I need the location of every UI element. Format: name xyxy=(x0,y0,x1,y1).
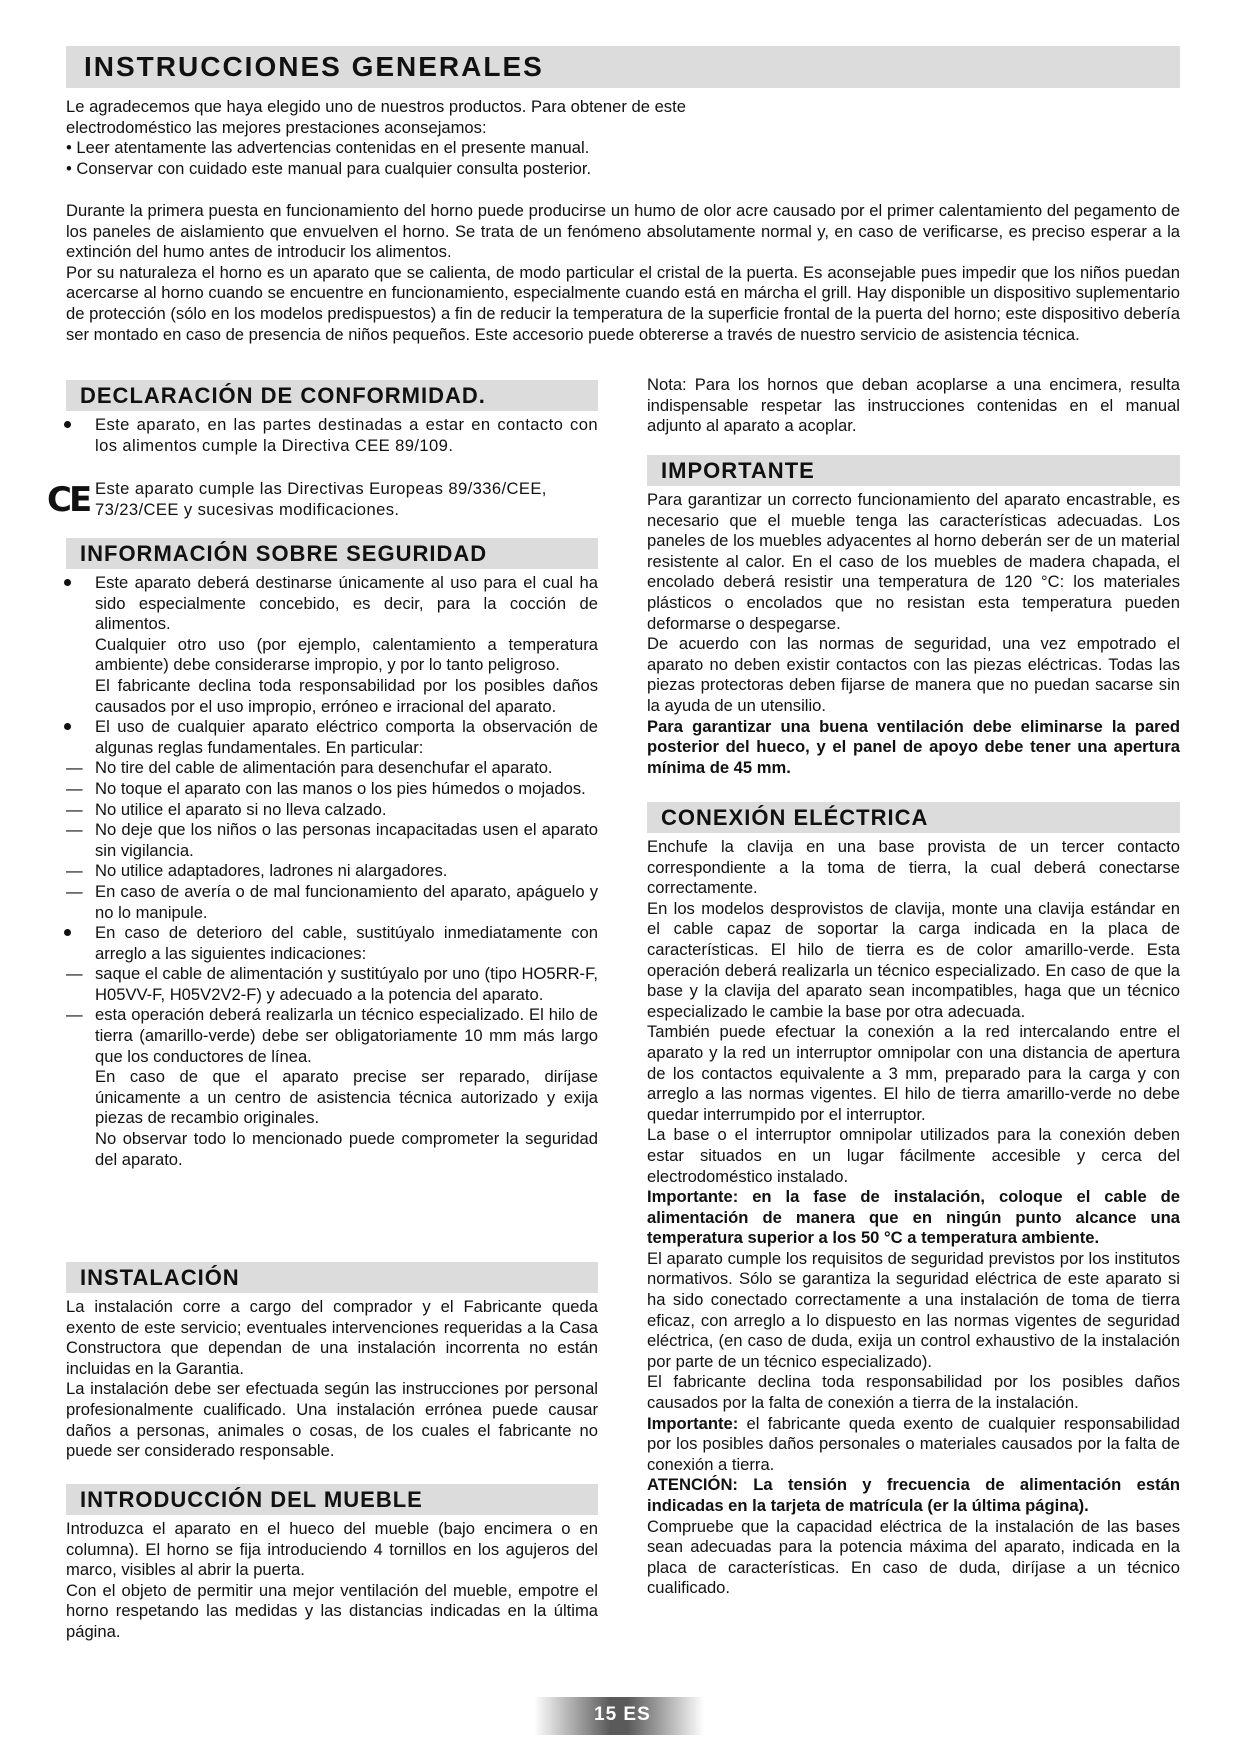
seguridad-dash-7-text: saque el cable de alimentación y sustitúyalo por uno (tipo HO5RR-F, H05VV-F, H05V2V2-F) y adecuado a la potencia del aparato. xyxy=(95,964,598,1004)
seguridad-dash-6-text: En caso de avería o de mal funcionamiento del aparato, apáguelo y no lo manipule. xyxy=(95,881,598,922)
dash-icon: — xyxy=(66,1005,83,1025)
dash-icon: — xyxy=(66,758,83,778)
importante-paragraph-2: De acuerdo con las normas de seguridad, una vez empotrado el aparato no deben existir contactos con las piezas eléctricas. Todas las piezas protectoras deben fijarse de manera que no puedan sacarse sin la ayuda de un utensilio. xyxy=(647,634,1180,715)
mueble-header xyxy=(66,1484,598,1515)
seguridad-dash-3 xyxy=(66,799,598,821)
importante-paragraph-3: Para garantizar una buena ventilación debe eliminarse la pared posterior del hueco, y el panel de apoyo debe tener una apertura mínima de 45 mm. xyxy=(647,716,1180,777)
seguridad-dash-5 xyxy=(66,861,598,882)
dash-icon: — xyxy=(66,799,83,819)
declaracion-item-1 xyxy=(95,415,598,456)
intro-bullet-1: • Leer atentamente las advertencias contenidas en el presente manual. xyxy=(66,138,590,158)
conexion-paragraph-9: ATENCIÓN: La tensión y frecuencia de alimentación están indicadas en la tarjeta de matrícula (er la última página). xyxy=(647,1475,1180,1515)
bullet-icon xyxy=(64,929,71,936)
intro-paragraph: Le agradecemos que haya elegido uno de nuestros productos. Para obtener de este electrodoméstico las mejores prestaciones aconsejamos: xyxy=(66,97,686,137)
declaracion-section xyxy=(95,415,598,456)
conexion-section xyxy=(647,837,1180,1599)
conexion-paragraph-1: Enchufe la clavija en una base provista de un tercer contacto correspondiente a la toma de tierra, la cual deberá conectarse correctamente. xyxy=(647,837,1180,898)
ce-mark-icon: CE xyxy=(47,480,90,520)
seguridad-bullet-2-text: El uso de cualquier aparato eléctrico comporta la observación de algunas reglas fundamentales. En particular: xyxy=(95,717,598,757)
seguridad-dash-8 xyxy=(66,1005,598,1170)
declaracion-item-2-text: Este aparato cumple las Directivas Europeas 89/336/CEE, 73/23/CEE y sucesivas modificaciones. xyxy=(95,479,547,519)
intro-section xyxy=(66,97,786,179)
declaracion-item-2 xyxy=(95,479,598,520)
seguridad-dash-2 xyxy=(66,778,598,800)
seguridad-dash-8-text-b: En caso de que el aparato precise ser reparado, diríjase únicamente a un centro de asistencia técnica autorizado y exija piezas de recambio originales. xyxy=(95,1067,598,1128)
seguridad-header xyxy=(66,538,598,569)
dash-icon: — xyxy=(66,881,83,901)
seguridad-bullet-3-text: En caso de deterioro del cable, sustitúyalo inmediatamente con arreglo a las siguientes indicaciones: xyxy=(95,923,598,963)
instalacion-header xyxy=(66,1262,598,1293)
intro-bullet-2: • Conservar con cuidado este manual para cualquier consulta posterior. xyxy=(66,158,592,178)
dash-icon: — xyxy=(66,861,83,881)
dash-icon: — xyxy=(66,778,83,798)
seguridad-dash-1 xyxy=(66,758,598,779)
conexion-paragraph-8 xyxy=(647,1414,1180,1476)
mueble-heading: INTRODUCCIÓN DEL MUEBLE xyxy=(80,1487,423,1512)
seguridad-bullet-3 xyxy=(95,923,598,964)
page-number-badge xyxy=(534,1697,704,1735)
seguridad-dash-6 xyxy=(66,881,598,923)
seguridad-dash-5-text: No utilice adaptadores, ladrones ni alargadores. xyxy=(95,861,448,881)
page-number: 15 ES xyxy=(594,1704,651,1725)
mueble-paragraph-1: Introduzca el aparato en el hueco del mueble (bajo encimera o en columna). El horno se fija introduciendo 4 tornillos en los agujeros del marco, visibles al abrir la puerta. xyxy=(66,1519,598,1580)
page-title-bar xyxy=(66,46,1180,88)
dash-icon: — xyxy=(66,820,83,840)
importante-header xyxy=(647,455,1180,486)
seguridad-dash-1-text: No tire del cable de alimentación para desenchufar el aparato. xyxy=(95,758,553,778)
nota-section xyxy=(647,375,1180,437)
seguridad-bullet-2 xyxy=(95,717,598,758)
conexion-paragraph-10: Compruebe que la capacidad eléctrica de la instalación de las bases sean adecuadas para la potencia máxima del aparato, indicada en la placa de características. En caso de duda, diríjase a un técnico cualificado. xyxy=(647,1516,1180,1598)
conexion-paragraph-2: En los modelos desprovistos de clavija, monte una clavija estándar en el cable capaz de soportar la carga indicada en la placa de características. El hilo de tierra es de color amarillo-verde. Esta operación deberá realizarla un técnico especializado. En caso de que la base y la clavija del aparato sean incompatibles, haga que un técnico especializado le cambie la base por otra adecuada. xyxy=(647,898,1180,1021)
instalacion-heading: INSTALACIÓN xyxy=(80,1265,240,1290)
seguridad-bullet-1-text-b: Cualquier otro uso (por ejemplo, calentamiento a temperatura ambiente) debe considerarse impropio, y por lo tanto peligroso. xyxy=(95,634,598,675)
bullet-icon xyxy=(64,579,71,586)
seguridad-dash-8-text-c: No observar todo lo mencionado puede comprometer la seguridad del aparato. xyxy=(95,1129,598,1169)
dash-icon: — xyxy=(66,964,83,984)
nota-paragraph: Nota: Para los hornos que deban acoplarse a una encimera, resulta indispensable respetar las instrucciones contenidas en el manual adjunto al aparato a acoplar. xyxy=(647,375,1180,436)
conexion-importante-label: Importante: xyxy=(647,1413,739,1433)
conexion-paragraph-6: El aparato cumple los requisitos de seguridad previstos por los institutos normativos. Sólo se garantiza la seguridad eléctrica de este aparato si ha sido conectado correctamente a una instalación de toma de tierra eficaz, con arreglo a lo dispuesto en las normas vigentes de seguridad eléctrica, (en caso de duda, exija un control exhaustivo de la instalación por parte de un técnico especializado). xyxy=(647,1248,1180,1371)
seguridad-dash-7 xyxy=(66,964,598,1005)
conexion-paragraph-5: Importante: en la fase de instalación, coloque el cable de alimentación de manera que en ningún punto alcance una temperatura superior a los 50 °C a temperatura ambiente. xyxy=(647,1187,1180,1248)
conexion-paragraph-8-text: el fabricante queda exento de cualquier responsabilidad por los posibles daños personales o materiales causados por la falta de conexión a tierra. xyxy=(647,1413,1180,1474)
seguridad-heading: INFORMACIÓN SOBRE SEGURIDAD xyxy=(80,541,488,566)
declaracion-item-1-text: Este aparato, en las partes destinadas a estar en contacto con los alimentos cumple la Directiva CEE 89/109. xyxy=(95,415,598,455)
seguridad-bullet-1-text: Este aparato deberá destinarse únicamente al uso para el cual ha sido especialmente concebido, es decir, para la cocción de alimentos. xyxy=(95,573,598,634)
seguridad-dash-4 xyxy=(66,820,598,861)
mueble-section xyxy=(66,1519,598,1643)
conexion-paragraph-7: El fabricante declina toda responsabilidad por los posibles daños causados por la falta de conexión a tierra de la instalación. xyxy=(647,1372,1180,1413)
importante-paragraph-1: Para garantizar un correcto funcionamiento del aparato encastrable, es necesario que el mueble tenga las características adecuadas. Los paneles de los muebles adyacentes al horno deberán ser de un material resistente al calor. En el caso de los muebles de madera chapada, el encolado deberá resistir una temperatura de 120 °C: los materiales plásticos o encolados que no resistan esta temperatura pueden deformarse o despegarse. xyxy=(647,490,1180,633)
seguridad-dash-3-text: No utilice el aparato si no lleva calzado. xyxy=(95,799,387,819)
intro-paragraph-heat: Por su naturaleza el horno es un aparato que se calienta, de modo particular el cristal de la puerta. Es aconsejable pues impedir que los niños puedan acercarse al horno cuando se encuentre en funcionamiento, especialmente cuando está en márcha el grill. Hay disponible un dispositivo suplementario de protección (sólo en los modelos predispuestos) a fin de reducir la temperatura de la superficie frontal de la puerta del horno; este dispositivo debería ser montado en caso de presencia de niños pequeños. Este accesorio puede obtererse a través de nuestro servicio de asistencia técnica. xyxy=(66,262,1180,344)
instalacion-paragraph-1: La instalación corre a cargo del comprador y el Fabricante queda exento de este servicio; eventuales intervenciones requeridas a la Casa Constructora que dependan de una instalación incorrenta no están incluidas en la Garantia. xyxy=(66,1297,598,1378)
intro-paragraph-smoke: Durante la primera puesta en funcionamiento del horno puede producirse un humo de olor acre causado por el primer calentamiento del pegamento de los paneles de aislamiento que envuelven el horno. Se trata de un fenómeno absolutamente normal y, en caso de verificarse, es preciso esperar a la extinción del humo antes de introducir los alimentos. xyxy=(66,201,1180,262)
page-title: INSTRUCCIONES GENERALES xyxy=(84,51,544,82)
importante-section xyxy=(647,490,1180,778)
seguridad-section xyxy=(66,573,598,1170)
seguridad-dash-4-text: No deje que los niños o las personas incapacitadas usen el aparato sin vigilancia. xyxy=(95,820,598,860)
bullet-icon xyxy=(64,723,71,730)
declaracion-header xyxy=(66,380,598,411)
importante-heading: IMPORTANTE xyxy=(661,458,815,483)
seguridad-dash-2-text: No toque el aparato con las manos o los pies húmedos o mojados. xyxy=(95,778,586,798)
seguridad-bullet-1-text-c: El fabricante declina toda responsabilidad por los posibles daños causados por el uso impropio, erróneo e irracional del aparato. xyxy=(95,675,598,716)
seguridad-dash-8-text: esta operación deberá realizarla un técnico especializado. El hilo de tierra (amarillo-verde) debe ser obligatoriamente 10 mm más largo que los conductores de línea. xyxy=(95,1005,598,1066)
declaracion-heading: DECLARACIÓN DE CONFORMIDAD. xyxy=(80,383,486,408)
conexion-heading: CONEXIÓN ELÉCTRICA xyxy=(661,805,929,830)
bullet-icon xyxy=(64,421,71,428)
instalacion-paragraph-2: La instalación debe ser efectuada según las instrucciones por personal profesionalmente cualificado. Una instalación errónea puede causar daños a personas, animales o cosas, de los cuales el fabricante no puede ser considerado responsable. xyxy=(66,1379,598,1461)
instalacion-section xyxy=(66,1297,598,1462)
seguridad-bullet-1 xyxy=(95,573,598,717)
intro-body xyxy=(66,201,1180,345)
mueble-paragraph-2: Con el objeto de permitir una mejor ventilación del mueble, empotre el horno respetando las medidas y las distancias indicadas en la última página. xyxy=(66,1580,598,1641)
conexion-paragraph-4: La base o el interruptor omnipolar utilizados para la conexión deben estar situados en un lugar fácilmente accesible y cerca del electrodoméstico instalado. xyxy=(647,1125,1180,1186)
conexion-header xyxy=(647,802,1180,833)
conexion-paragraph-3: También puede efectuar la conexión a la red intercalando entre el aparato y la red un interruptor omnipolar con una distancia de apertura de los contactos equivalente a 3 mm, preparado para la carga y con arreglo a las normas vigentes. El hilo de tierra amarillo-verde no debe quedar interrumpido por el interruptor. xyxy=(647,1022,1180,1124)
